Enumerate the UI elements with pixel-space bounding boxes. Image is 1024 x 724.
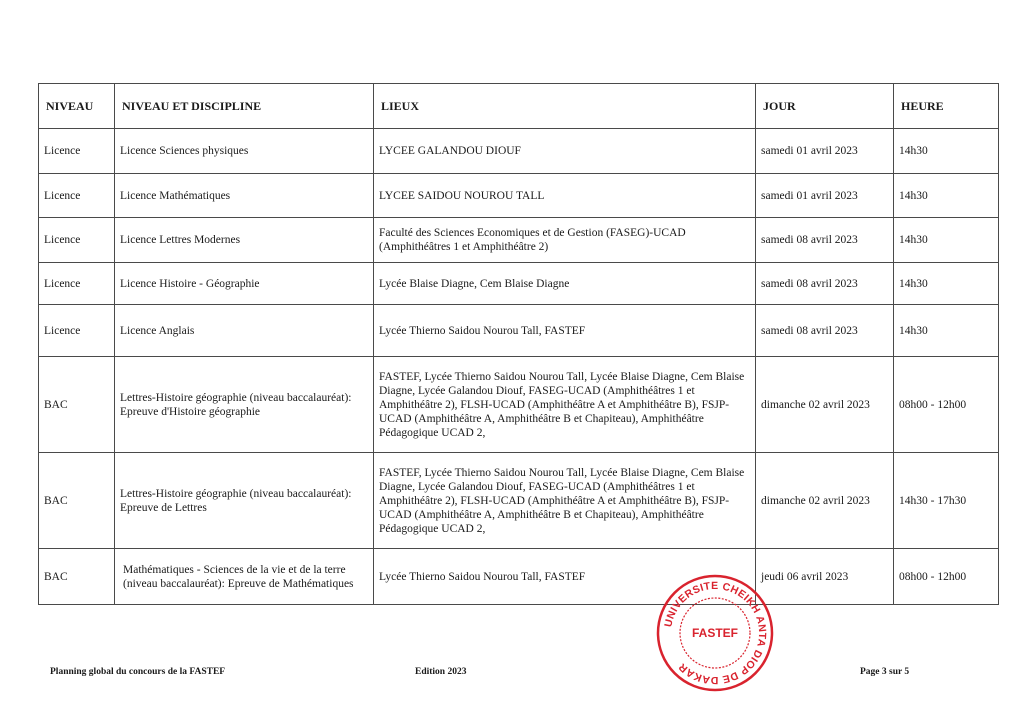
cell-heure: 14h30: [894, 218, 999, 263]
table-row: [39, 263, 999, 305]
cell-heure: 08h00 - 12h00: [894, 549, 999, 605]
cell-jour: dimanche 02 avril 2023: [756, 357, 894, 453]
cell-heure: 08h00 - 12h00: [894, 357, 999, 453]
cell-lieux: LYCEE SAIDOU NOUROU TALL: [374, 174, 756, 218]
cell-discipline: Licence Histoire - Géographie: [115, 263, 374, 305]
header-heure: HEURE: [894, 84, 999, 129]
cell-discipline: Mathématiques - Sciences de la vie et de la terre (niveau baccalauréat): Epreuve de Mathématiques: [115, 549, 374, 605]
cell-heure: 14h30: [894, 174, 999, 218]
cell-heure: 14h30: [894, 263, 999, 305]
cell-heure: 14h30: [894, 129, 999, 174]
svg-text:UNIVERSITE CHEIKH ANTA DIOP DE: UNIVERSITE CHEIKH ANTA DIOP DE DAKAR: [662, 579, 769, 687]
cell-discipline: Licence Sciences physiques: [115, 129, 374, 174]
table-row: [39, 305, 999, 357]
footer-edition: Edition 2023: [415, 667, 467, 677]
cell-lieux: LYCEE GALANDOU DIOUF: [374, 129, 756, 174]
header-niveau-discipline: NIVEAU ET DISCIPLINE: [115, 84, 374, 129]
cell-discipline: Licence Anglais: [115, 305, 374, 357]
cell-discipline: Licence Mathématiques: [115, 174, 374, 218]
cell-discipline: Licence Lettres Modernes: [115, 218, 374, 263]
cell-niveau: Licence: [39, 263, 115, 305]
cell-jour: samedi 01 avril 2023: [756, 174, 894, 218]
cell-jour: samedi 08 avril 2023: [756, 263, 894, 305]
cell-niveau: Licence: [39, 305, 115, 357]
svg-text:FASTEF: FASTEF: [691, 626, 739, 640]
schedule-table: [38, 83, 999, 605]
cell-lieux: Lycée Thierno Saidou Nourou Tall, FASTEF: [374, 305, 756, 357]
footer-document-title: Planning global du concours de la FASTEF: [50, 667, 226, 677]
cell-jour: jeudi 06 avril 2023: [756, 549, 894, 605]
stamp-seal-icon: [650, 568, 780, 698]
cell-niveau: Licence: [39, 218, 115, 263]
cell-jour: samedi 01 avril 2023: [756, 129, 894, 174]
cell-heure: 14h30: [894, 305, 999, 357]
footer-page-number: Page 3 sur 5: [860, 667, 910, 677]
cell-lieux: Lycée Blaise Diagne, Cem Blaise Diagne: [374, 263, 756, 305]
header-row: [39, 84, 999, 129]
cell-lieux: FASTEF, Lycée Thierno Saidou Nourou Tall, Lycée Blaise Diagne, Cem Blaise Diagne, Lycée Galandou Diouf, FASEG-UCAD (Amphithéâtres 1 et Amphithéâtre 2), FLSH-UCAD (Amphithéâtre A et Amphithéâtre B), FSJP-UCAD (Amphithéâtre A, Amphithéâtre B et Chapiteau), Amphithéâtre Pédagogique UCAD 2,: [374, 357, 756, 453]
cell-discipline: Lettres-Histoire géographie (niveau baccalauréat): Epreuve de Lettres: [115, 453, 374, 549]
header-lieux: LIEUX: [374, 84, 756, 129]
table-row: [39, 218, 999, 263]
cell-jour: samedi 08 avril 2023: [756, 305, 894, 357]
table-row: [39, 357, 999, 453]
table-row: [39, 453, 999, 549]
cell-lieux: Faculté des Sciences Economiques et de Gestion (FASEG)-UCAD (Amphithéâtres 1 et Amphithéâtre 2): [374, 218, 756, 263]
table-row: [39, 129, 999, 174]
cell-jour: samedi 08 avril 2023: [756, 218, 894, 263]
cell-heure: 14h30 - 17h30: [894, 453, 999, 549]
table-row: [39, 549, 999, 605]
cell-niveau: BAC: [39, 549, 115, 605]
cell-discipline: Lettres-Histoire géographie (niveau baccalauréat): Epreuve d'Histoire géographie: [115, 357, 374, 453]
cell-niveau: Licence: [39, 129, 115, 174]
table-row: [39, 174, 999, 218]
cell-lieux: Lycée Thierno Saidou Nourou Tall, FASTEF: [374, 549, 756, 605]
cell-lieux: FASTEF, Lycée Thierno Saidou Nourou Tall, Lycée Blaise Diagne, Cem Blaise Diagne, Lycée Galandou Diouf, FASEG-UCAD (Amphithéâtres 1 et Amphithéâtre 2), FLSH-UCAD (Amphithéâtre A et Amphithéâtre B), FSJP-UCAD (Amphithéâtre A, Amphithéâtre B et Chapiteau), Amphithéâtre Pédagogique UCAD 2,: [374, 453, 756, 549]
cell-niveau: Licence: [39, 174, 115, 218]
university-stamp: [650, 568, 780, 698]
cell-niveau: BAC: [39, 453, 115, 549]
header-niveau: NIVEAU: [39, 84, 115, 129]
cell-jour: dimanche 02 avril 2023: [756, 453, 894, 549]
header-jour: JOUR: [756, 84, 894, 129]
cell-niveau: BAC: [39, 357, 115, 453]
